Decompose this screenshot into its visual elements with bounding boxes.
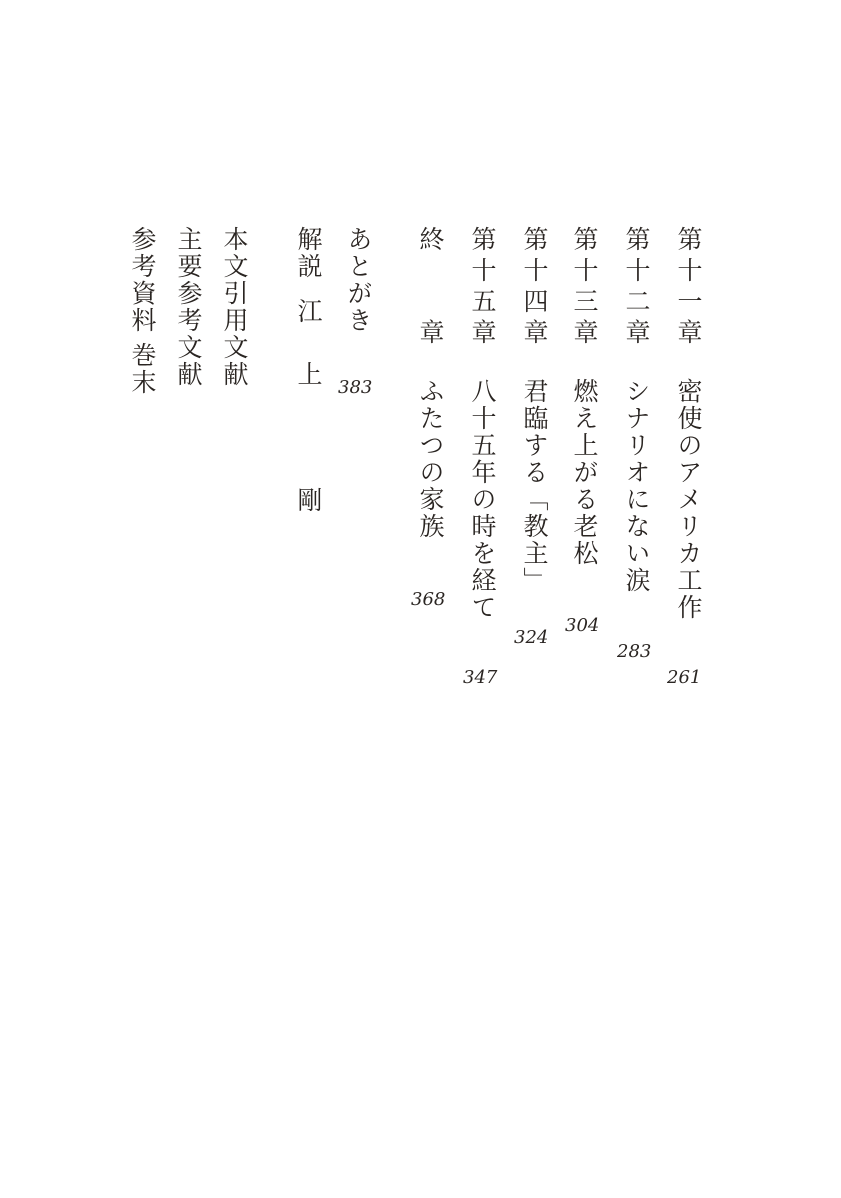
commentary-author: 江上 剛 <box>294 298 323 550</box>
page-number: 304 <box>565 615 600 636</box>
page-number: 347 <box>463 667 498 688</box>
bibliography-label: 主要参考文献 <box>174 226 203 388</box>
chapter-number: 第十五章 <box>468 226 497 350</box>
chapter-number: 第十三章 <box>570 226 599 350</box>
chapter-title: 八十五年の時を経て <box>468 378 497 621</box>
afterword-label: あとがき <box>344 226 373 334</box>
page-number: 368 <box>411 589 446 610</box>
chapter-number: 第十一章 <box>674 226 703 350</box>
chapter-title: 燃え上がる老松 <box>570 378 599 567</box>
commentary-label: 解説 <box>294 226 323 280</box>
chapter-number: 第十四章 <box>520 226 549 350</box>
materials-location: 巻末 <box>128 342 157 396</box>
references-label: 本文引用文献 <box>220 226 249 388</box>
page-number: 324 <box>514 627 549 648</box>
page-number: 383 <box>338 377 373 398</box>
chapter-title: ふたつの家族 <box>416 378 445 540</box>
chapter-number: 第十二章 <box>622 226 651 350</box>
materials-label: 参考資料 <box>128 226 157 334</box>
page-number: 261 <box>667 667 702 688</box>
chapter-title: 密使のアメリカ工作 <box>674 378 703 621</box>
page-number: 283 <box>617 641 652 662</box>
chapter-number: 終 章 <box>416 226 445 350</box>
chapter-title: シナリオにない涙 <box>622 378 651 594</box>
chapter-title: 君臨する「教主」 <box>520 378 549 594</box>
